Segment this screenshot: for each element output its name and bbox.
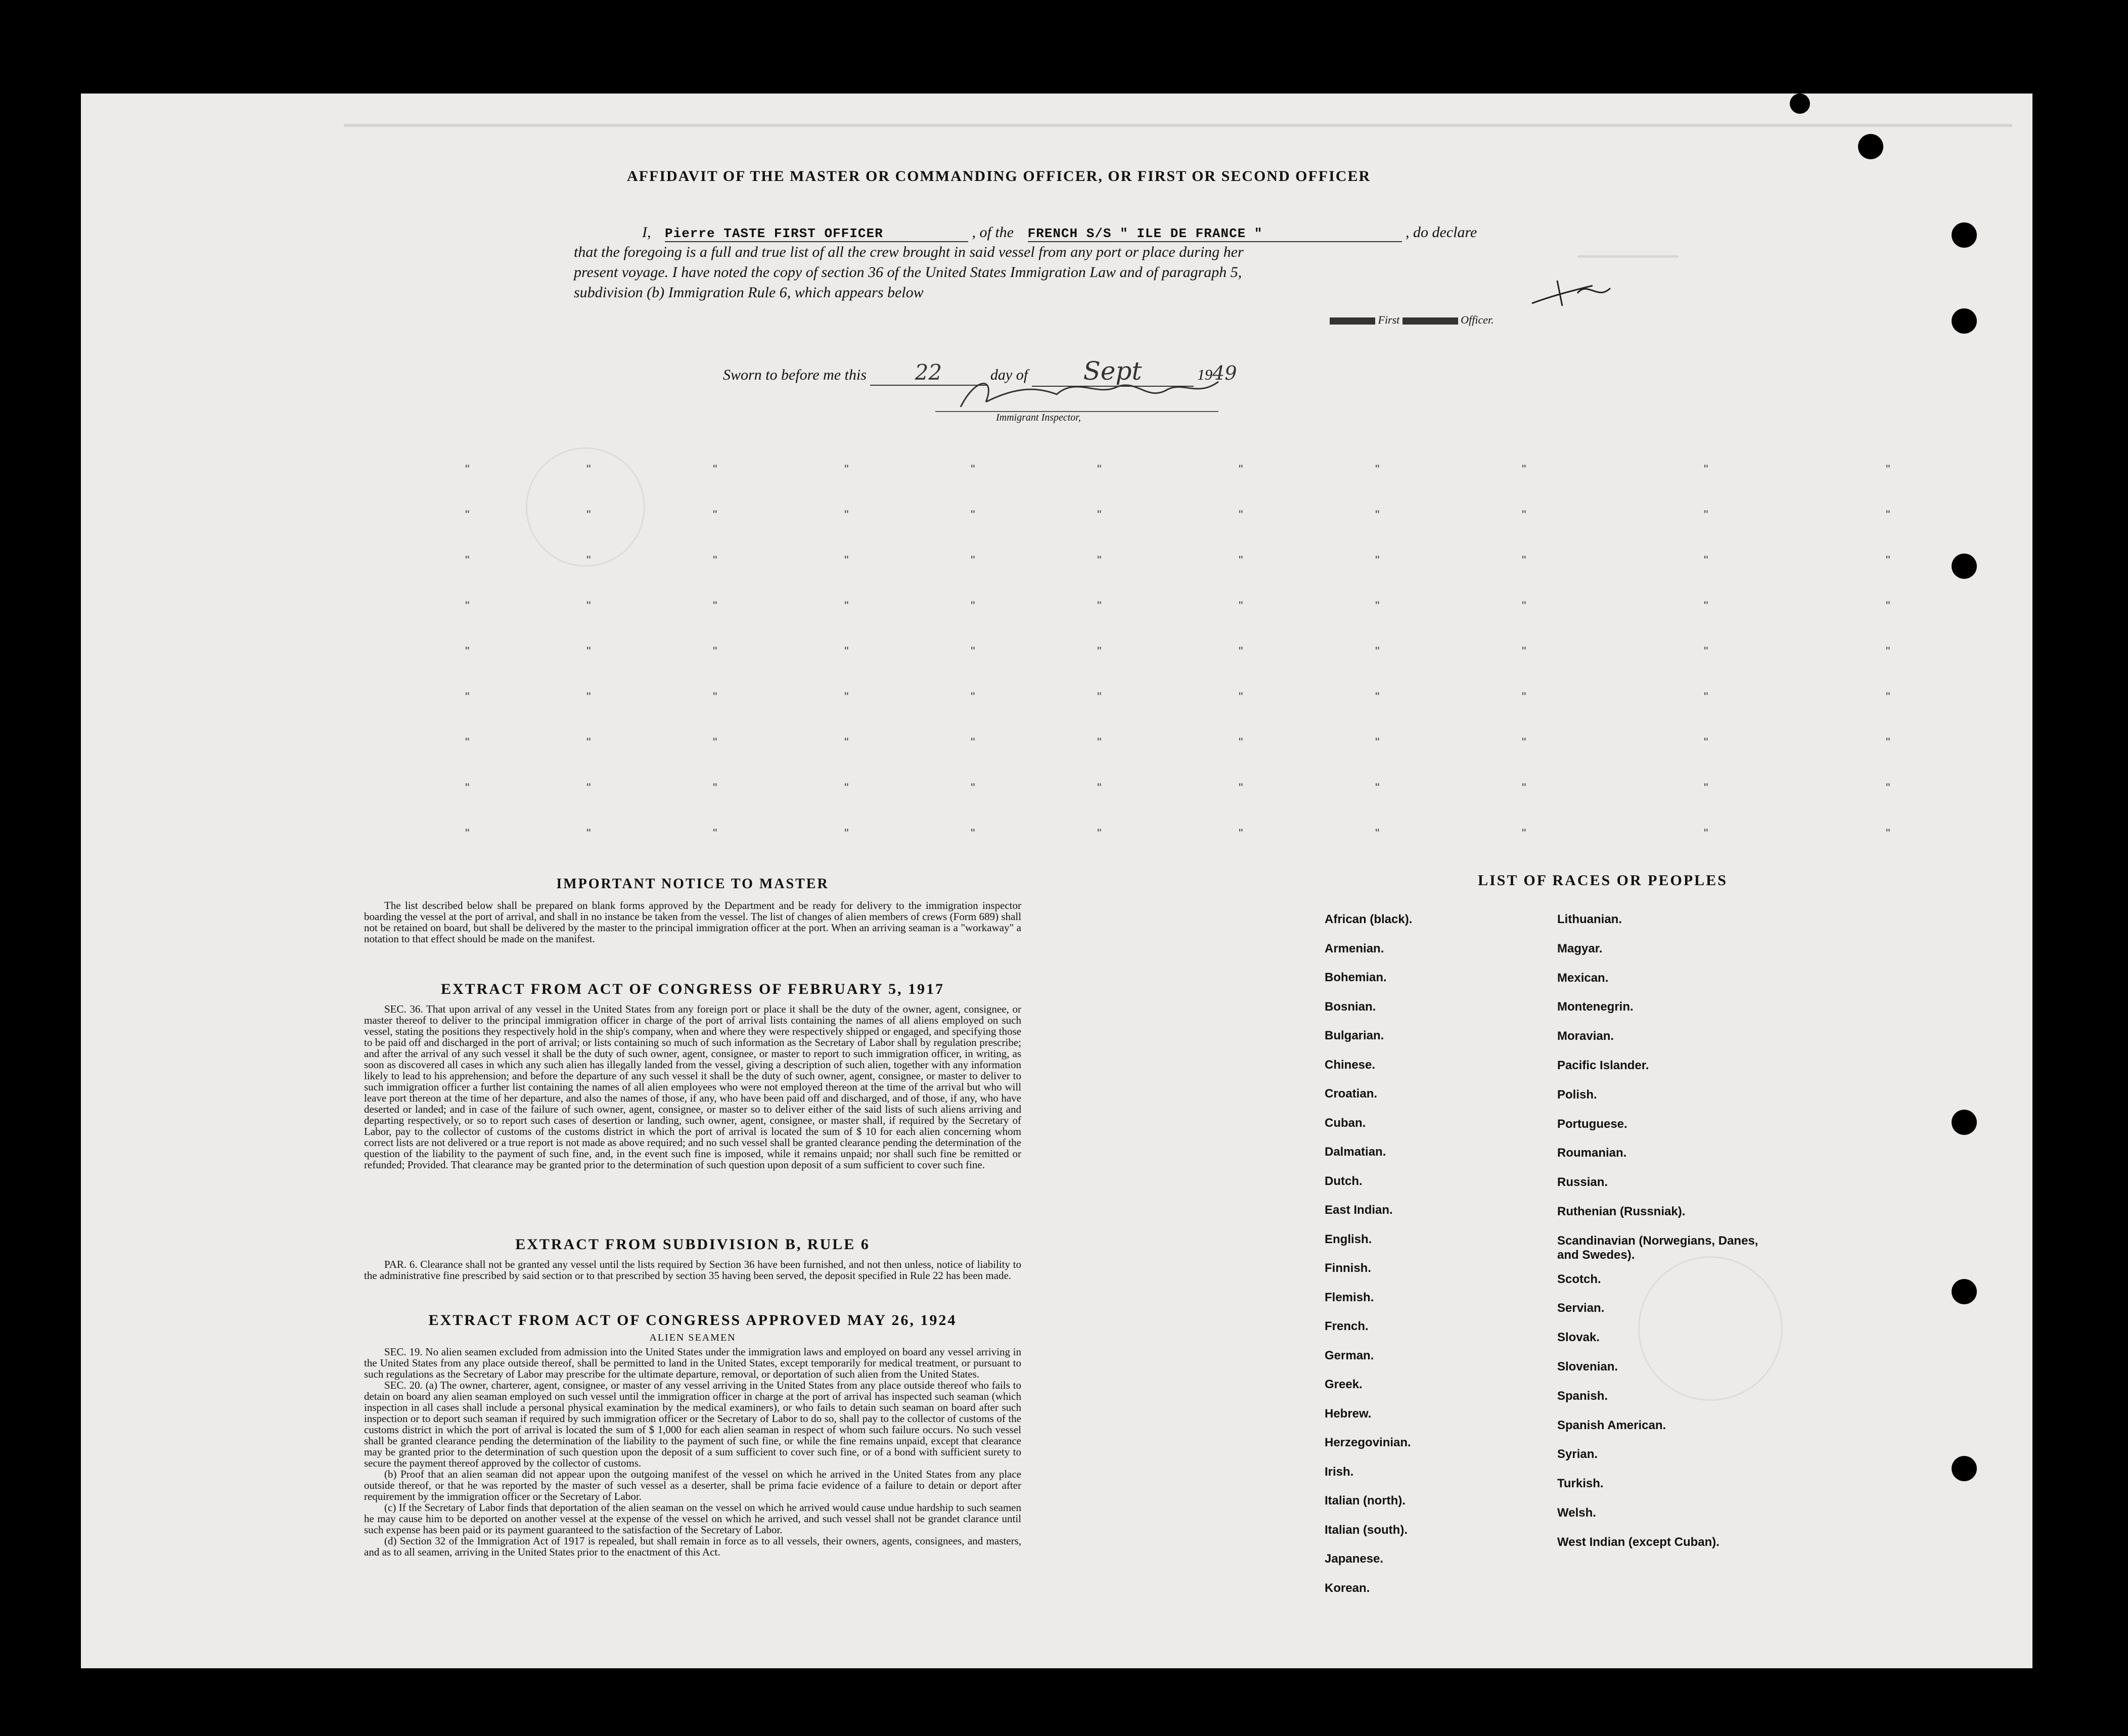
ditto-mark: " [586, 827, 591, 840]
ditto-mark: " [1886, 645, 1890, 658]
sec-20d-paragraph: (d) Section 32 of the Immigration Act of 1917 is repealed, but shall remain in force as to all vessels, their owners, agents, consignees, and masters, and as to all seamen, arriving in the United States prior to the enactment of this Act. [364, 1535, 1021, 1558]
ditto-mark: " [1886, 736, 1890, 749]
ditto-mark: " [1375, 599, 1380, 613]
ditto-mark: " [465, 554, 470, 567]
year-prefix: 19 [1197, 367, 1213, 383]
ditto-mark: " [844, 599, 849, 613]
punch-hole [1790, 94, 1810, 114]
officer-signature [1522, 276, 1623, 311]
do-declare-label: , do declare [1406, 224, 1477, 241]
ditto-mark: " [1097, 827, 1102, 840]
race-item: Korean. [1325, 1581, 1370, 1595]
race-item: Scandinavian (Norwegians, Danes, and Swedes). [1557, 1234, 1758, 1262]
extract-rule6-text [364, 1259, 1021, 1281]
ditto-mark: " [1704, 645, 1708, 658]
ditto-mark: " [1704, 827, 1708, 840]
race-item: East Indian. [1325, 1203, 1393, 1217]
race-item: Cuban. [1325, 1116, 1366, 1130]
ditto-mark: " [713, 736, 717, 749]
ditto-mark: " [844, 463, 849, 476]
ditto-mark: " [713, 781, 717, 795]
race-item: Magyar. [1557, 941, 1603, 955]
race-item: Spanish. [1557, 1389, 1608, 1403]
sec-20c-paragraph: (c) If the Secretary of Labor finds that deportation of the alien seaman on the vessel on which he arrived would cause undue hardship to such seamen he may cause him to be deported on another vessel at the expense of the vessel on which he arrived, and such vessel shall not be grandet clarance until such expense has been paid or its payment guaranteed to the satisfaction of the Secretary of Labor. [364, 1501, 1021, 1536]
ditto-mark: " [1886, 463, 1890, 476]
race-item: Moravian. [1557, 1029, 1614, 1043]
bleed-through-port [1577, 225, 1679, 258]
par-6-paragraph: PAR. 6. Clearance shall not be granted any vessel until the lists required by Section 36 have been furnished, and not then unless, notice of liability to the administrative fine prescribed by said section or to that prescribed by section 35 having been served, the deposit specified in Rule 22 has been made. [364, 1258, 1021, 1282]
race-item: Slovenian. [1557, 1360, 1618, 1374]
ditto-mark: " [1886, 827, 1890, 840]
ditto-mark: " [1239, 781, 1243, 795]
ditto-mark: " [713, 463, 717, 476]
ditto-mark: " [465, 599, 470, 613]
ditto-mark: " [465, 645, 470, 658]
sec-36-paragraph: SEC. 36. That upon arrival of any vessel in the United States from any foreign port or place it shall be the duty of the owner, agent, consignee, or master thereof to deliver to the principal immigration officer in charge of the port of arrival lists containing the names of all aliens employed on such vessel, stating the positions they respectively hold in the ship's company, when and where they were respectively shipped or engaged, and specifying those to be paid off and discharged in the port of arrival; or lists containing so much of such information as the Secretary of Labor shall by regulation prescribe; and after the arrival of any such vessel it shall be the duty of such owner, agent, consignee, or master to report to such immigration officer, in writing, as soon as discovered all cases in which any such alien has illegally landed from the vessel, giving a description of such alien, together with any information likely to lead to his apprehension; and before the departure of any such vessel it shall be the duty of such owner, agent, consignee, or master to deliver to such immigration officer a further list containing the names of all alien employees who were not employed thereon at the time of the arrival but who will leave port thereon at the time of her departure, and also the names of those, if any, who have been paid off and discharged, and of those, if any, who have deserted or landed; and in case of the failure of such owner, agent, consignee, or master so to deliver either of the said lists of such aliens arriving and departing respectively, or so to report such cases of desertion or landing, such owner, agent, consignee, or master shall, if required by the Secretary of Labor, pay to the collector of customs of the customs district in which the port of arrival is located the sum of $ 10 for each alien concerning whom correct lists are not delivered or a true report is not made as above required; and no such vessel shall be granted clearance pending the determination of the question of the liability to the payment of such fine, and, in the event such fine is imposed, while it remains unpaid; nor shall such fine be remitted or refunded; Provided. That clearance may be granted prior to the determination of such question upon deposit of a sum sufficient to cover such fine. [364, 1003, 1022, 1171]
inspector-rule [935, 411, 1218, 412]
race-item: Slovak. [1557, 1331, 1600, 1345]
ditto-mark: " [1704, 690, 1708, 704]
ditto-mark: " [1704, 554, 1708, 567]
punch-hole [1952, 308, 1977, 334]
sec-19-paragraph: SEC. 19. No alien seamen excluded from admission into the United States under the immigration laws and employed on board any vessel arriving in the United States from any place outside thereof, shall be permitted to land in the United States, except temporarily for medical treatment, or pursuant to such regulations as the Secretary of Labor may prescribe for the ultimate departure, removal, or deportation of such alien from the United States. [364, 1346, 1021, 1380]
ditto-mark: " [713, 690, 717, 704]
race-item: Bohemian. [1325, 971, 1387, 984]
ditto-mark: " [1886, 690, 1890, 704]
race-item: Italian (north). [1325, 1494, 1406, 1507]
ditto-mark: " [971, 463, 975, 476]
struck-out-text [1330, 317, 1375, 325]
ditto-mark: " [1375, 827, 1380, 840]
ditto-mark: " [844, 645, 849, 658]
race-item: Scotch. [1557, 1272, 1601, 1286]
race-item: Mexican. [1557, 971, 1609, 985]
ditto-mark: " [713, 508, 717, 522]
ditto-mark: " [1239, 554, 1243, 567]
race-item: Syrian. [1557, 1447, 1598, 1461]
faint-stamp [526, 447, 645, 567]
day-of-label: day of [990, 367, 1028, 383]
race-item: German. [1325, 1348, 1374, 1362]
sworn-day: 22 [870, 360, 986, 386]
ditto-mark: " [1239, 463, 1243, 476]
ditto-mark: " [844, 827, 849, 840]
extract-1924-text [364, 1346, 1021, 1558]
officer-name: Pierre TASTE FIRST OFFICER [665, 226, 968, 242]
punch-hole [1858, 134, 1883, 159]
ditto-mark: " [1097, 690, 1102, 704]
race-item: Greek. [1325, 1378, 1363, 1391]
affidavit-title: AFFIDAVIT OF THE MASTER OR COMMANDING OFFICER, OR FIRST OR SECOND OFFICER [627, 168, 1371, 185]
ditto-mark: " [1097, 554, 1102, 567]
extract-1924-title: EXTRACT FROM ACT OF CONGRESS APPROVED MAY 26, 1924 [428, 1312, 957, 1329]
ditto-mark: " [1522, 599, 1526, 613]
race-item: Chinese. [1325, 1058, 1376, 1072]
ditto-mark: " [1239, 645, 1243, 658]
ditto-mark: " [713, 599, 717, 613]
ditto-mark: " [844, 690, 849, 704]
faint-stamp-2 [1638, 1256, 1783, 1401]
ditto-mark: " [1375, 463, 1380, 476]
ditto-mark: " [586, 554, 591, 567]
race-item: Turkish. [1557, 1477, 1604, 1491]
race-item: Irish. [1325, 1465, 1354, 1479]
race-item: Armenian. [1325, 941, 1384, 955]
document-page [81, 94, 2032, 1668]
race-item: Spanish American. [1557, 1418, 1666, 1432]
ditto-mark: " [1886, 781, 1890, 795]
ditto-mark: " [1239, 599, 1243, 613]
ditto-mark: " [1239, 827, 1243, 840]
race-item: African (black). [1325, 912, 1413, 926]
ditto-mark: " [1097, 508, 1102, 522]
ditto-mark: " [586, 463, 591, 476]
races-title: LIST OF RACES OR PEOPLES [1478, 872, 1728, 889]
affidavit-line3: present voyage. I have noted the copy of section 36 of the United States Immigration Law and of paragraph 5, [574, 264, 1242, 281]
race-item: Herzegovinian. [1325, 1436, 1411, 1449]
ditto-mark: " [1886, 599, 1890, 613]
ditto-mark: " [1097, 781, 1102, 795]
sworn-label: Sworn to before me this [723, 367, 867, 383]
ditto-mark: " [1375, 645, 1380, 658]
ditto-mark: " [586, 599, 591, 613]
ditto-mark: " [1522, 645, 1526, 658]
ditto-mark: " [1704, 781, 1708, 795]
ditto-mark: " [971, 827, 975, 840]
extract-1917-text [364, 1003, 1021, 1170]
ditto-mark: " [586, 508, 591, 522]
ditto-mark: " [713, 554, 717, 567]
ditto-mark: " [465, 463, 470, 476]
ditto-mark: " [971, 554, 975, 567]
punch-hole [1952, 1456, 1977, 1481]
ditto-mark: " [971, 736, 975, 749]
race-item: Lithuanian. [1557, 912, 1622, 926]
ditto-mark: " [465, 690, 470, 704]
ditto-mark: " [971, 599, 975, 613]
inspector-signature [956, 367, 1239, 417]
alien-seamen-subtitle: ALIEN SEAMEN [649, 1332, 736, 1343]
extract-1917-title: EXTRACT FROM ACT OF CONGRESS OF FEBRUARY 5, 1917 [440, 981, 945, 997]
ditto-mark: " [1522, 508, 1526, 522]
race-item: Italian (south). [1325, 1523, 1408, 1537]
punch-hole [1952, 222, 1977, 248]
extract-rule6-title: EXTRACT FROM SUBDIVISION B, RULE 6 [515, 1236, 870, 1253]
ditto-mark: " [586, 645, 591, 658]
ditto-mark: " [1522, 827, 1526, 840]
affidavit-line4: subdivision (b) Immigration Rule 6, which appears below [574, 284, 924, 301]
inspector-label: Immigrant Inspector, [996, 412, 1081, 423]
affidavit-line1 [617, 224, 1477, 242]
bleed-through-header [344, 124, 2012, 157]
race-item: Flemish. [1325, 1290, 1374, 1304]
ditto-mark: " [1522, 463, 1526, 476]
sec-20a-paragraph: SEC. 20. (a) The owner, charterer, agent, consignee, or master of any vessel arriving in the United States from any place outside thereof who fails to detain on board any alien seaman employed on such vessel until the immigration officer in charge at the port of arrival has inspected such seaman (which inspection in all cases shall include a personal physical examination by the medical examiners), or who fails to detain such seaman on board after such inspection or to deport such seaman if required by such immigration officer or the Secretary of Labor to do so, shall pay to the collector of customs of the customs district in which the port of arrival is located the sum of $ 1,000 for each alien seaman in respect of whom such failure occurs. No such vessel shall be granted clearance pending the determination of the liability to the payment of such fine, or while the fine remains unpaid, except that clearance may be granted prior to the determination of such question upon the deposit of a sum sufficient to cover such fine, or of a bond with sufficient surety to secure the payment thereof approved by the collector of customs. [364, 1379, 1021, 1469]
ditto-mark: " [713, 827, 717, 840]
race-item: Polish. [1557, 1087, 1597, 1102]
race-item: Dutch. [1325, 1174, 1363, 1188]
race-item: Bulgarian. [1325, 1029, 1384, 1042]
ditto-mark: " [1886, 508, 1890, 522]
ditto-mark: " [1375, 690, 1380, 704]
race-item: Japanese. [1325, 1552, 1384, 1566]
ditto-mark: " [586, 736, 591, 749]
ditto-mark: " [586, 690, 591, 704]
ditto-mark: " [1375, 554, 1380, 567]
race-item: Dalmatian. [1325, 1145, 1386, 1159]
ditto-mark: " [1097, 736, 1102, 749]
ditto-mark: " [465, 827, 470, 840]
ditto-mark: " [1704, 599, 1708, 613]
race-item: West Indian (except Cuban). [1557, 1535, 1719, 1549]
sec-20b-paragraph: (b) Proof that an alien seaman did not appear upon the outgoing manifest of the vessel on which he arrived in the United States from any place outside thereof, or that he was reported by the master of such vessel as a deserter, shall be prima facie evidence of a failure to detain or deport after requirement by the immigration officer or the Secretary of Labor. [364, 1468, 1021, 1502]
ditto-mark: " [1239, 736, 1243, 749]
ditto-mark: " [971, 645, 975, 658]
ditto-mark: " [1239, 690, 1243, 704]
race-item: Bosnian. [1325, 999, 1376, 1014]
struck-out-text-2 [1402, 317, 1458, 325]
race-item: French. [1325, 1319, 1369, 1333]
race-item: Pacific Islander. [1557, 1059, 1649, 1072]
ditto-mark: " [465, 508, 470, 522]
ditto-mark: " [1704, 736, 1708, 749]
ditto-mark: " [713, 645, 717, 658]
ditto-mark: " [1097, 645, 1102, 658]
officer-suffix: Officer. [1461, 313, 1494, 326]
race-item: Hebrew. [1325, 1406, 1372, 1421]
ditto-mark: " [1704, 508, 1708, 522]
race-item: Finnish. [1325, 1261, 1371, 1275]
vessel-name: FRENCH S/S " ILE DE FRANCE " [1028, 226, 1402, 242]
race-item: Welsh. [1557, 1506, 1596, 1520]
ditto-mark: " [1522, 736, 1526, 749]
ditto-mark: " [465, 781, 470, 795]
notice-title: IMPORTANT NOTICE TO MASTER [556, 876, 829, 892]
ditto-mark: " [1097, 463, 1102, 476]
ditto-mark: " [844, 554, 849, 567]
race-item: English. [1325, 1232, 1372, 1246]
race-item: Ruthenian (Russniak). [1557, 1205, 1686, 1218]
ditto-mark: " [465, 736, 470, 749]
ditto-mark: " [844, 736, 849, 749]
race-item: Montenegrin. [1557, 1000, 1634, 1014]
notice-text [364, 900, 1021, 944]
i-label: I, [642, 224, 651, 241]
ditto-mark: " [1886, 554, 1890, 567]
ditto-mark: " [1375, 508, 1380, 522]
ditto-mark: " [844, 781, 849, 795]
ditto-mark: " [1522, 781, 1526, 795]
race-item: Roumanian. [1557, 1146, 1627, 1160]
punch-hole [1952, 1110, 1977, 1135]
sworn-month: Sept [1032, 356, 1194, 387]
ditto-mark: " [844, 508, 849, 522]
ditto-mark: " [971, 781, 975, 795]
ditto-mark: " [971, 690, 975, 704]
race-item: Servian. [1557, 1301, 1605, 1315]
race-item: Russian. [1557, 1175, 1608, 1190]
sworn-year: 49 [1212, 362, 1237, 384]
race-item: Croatian. [1325, 1087, 1378, 1101]
of-the-label: , of the [972, 224, 1014, 241]
ditto-mark: " [586, 781, 591, 795]
signature-role: First [1378, 313, 1400, 326]
race-item: Portuguese. [1557, 1117, 1627, 1131]
ditto-mark: " [1522, 554, 1526, 567]
ditto-mark: " [1522, 690, 1526, 704]
ditto-mark: " [1097, 599, 1102, 613]
ditto-mark: " [1704, 463, 1708, 476]
notice-paragraph: The list described below shall be prepared on blank forms approved by the Department and be ready for delivery to the immigration inspector boarding the vessel at the port of arrival, and shall in no instance be taken from the vessel. The list of changes of alien members of crews (Form 689) shall not be retained on board, but shall be delivered by the master to the principal immigration officer at the port. When an arriving seaman is a "workaway" a notation to that effect should be made on the manifest. [364, 899, 1021, 945]
ditto-mark: " [1239, 508, 1243, 522]
ditto-mark: " [1375, 736, 1380, 749]
ditto-mark: " [1375, 781, 1380, 795]
punch-hole [1952, 554, 1977, 579]
officer-line [1330, 313, 1494, 327]
affidavit-line2: that the foregoing is a full and true list of all the crew brought in said vessel from any port or place during her [574, 244, 1244, 260]
punch-hole [1952, 1279, 1977, 1304]
ditto-mark: " [971, 508, 975, 522]
